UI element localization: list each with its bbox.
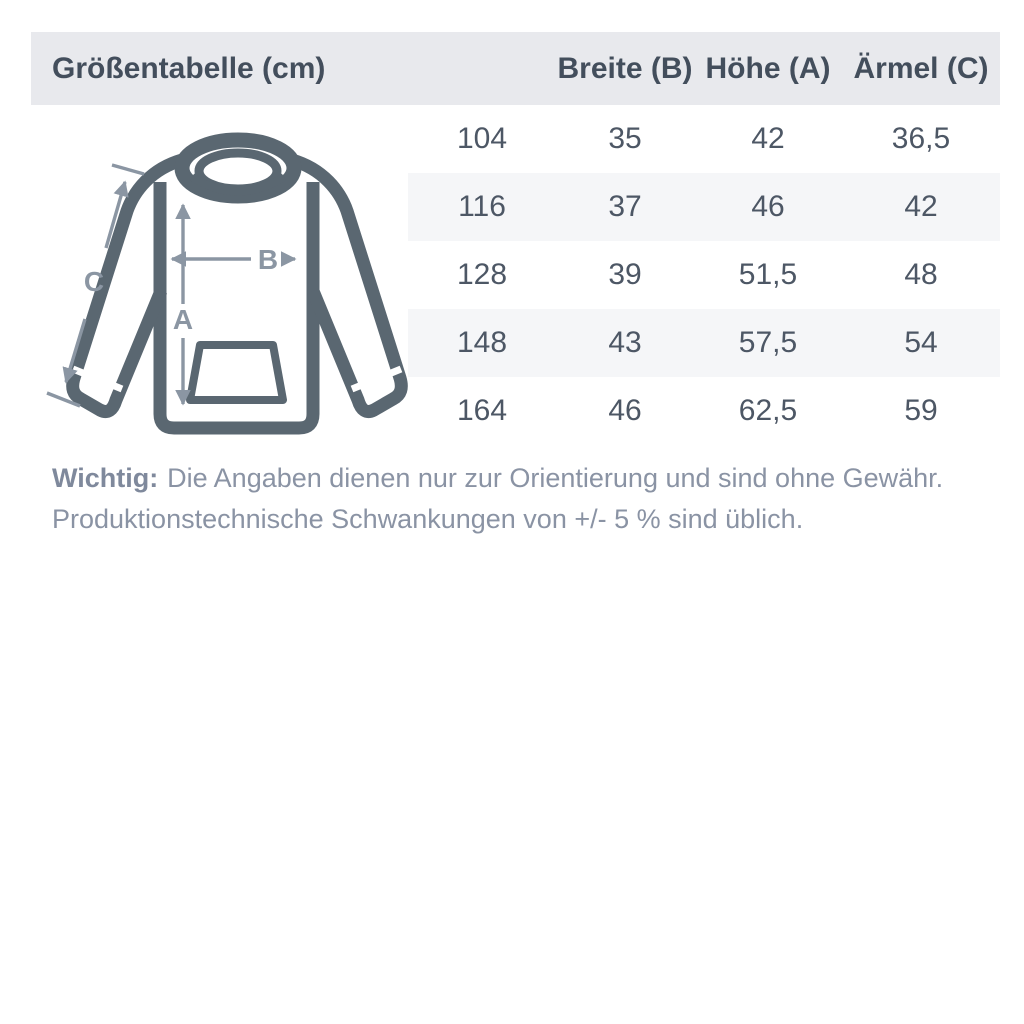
size-cell: 148 <box>456 326 508 359</box>
hoehe-cell: 46 <box>751 190 785 223</box>
table-row <box>408 105 1000 173</box>
breite-cell: 43 <box>608 326 642 359</box>
size-cell: 164 <box>456 394 508 427</box>
table-row <box>408 377 1000 445</box>
hoodie-outline-icon <box>73 140 402 428</box>
label-a: A <box>172 304 194 335</box>
table-row <box>408 173 1000 241</box>
hoehe-cell: 57,5 <box>738 326 798 359</box>
aermel-cell: 48 <box>904 258 938 291</box>
hoehe-cell: 42 <box>751 122 785 155</box>
column-header-aermel: Ärmel (C) <box>853 51 989 85</box>
hoehe-cell: 62,5 <box>738 394 798 427</box>
size-table-body <box>408 105 1000 445</box>
hoodie-measurement-diagram <box>30 108 420 453</box>
important-label: Wichtig: <box>52 463 159 493</box>
table-header <box>31 32 1000 105</box>
aermel-cell: 42 <box>904 190 938 223</box>
breite-cell: 37 <box>608 190 642 223</box>
disclaimer-note <box>52 458 972 540</box>
page-title: Größentabelle (cm) <box>52 51 326 85</box>
label-b: B <box>257 244 279 275</box>
table-row <box>408 309 1000 377</box>
breite-cell: 46 <box>608 394 642 427</box>
note-text-1: Die Angaben dienen nur zur Orientierung und sind ohne Gewähr. <box>167 463 944 493</box>
breite-cell: 39 <box>608 258 642 291</box>
size-cell: 128 <box>456 258 508 291</box>
column-header-breite: Breite (B) <box>557 51 693 85</box>
aermel-cell: 59 <box>904 394 938 427</box>
aermel-cell: 36,5 <box>891 122 951 155</box>
hoodie-diagram-svg <box>30 108 420 453</box>
label-c: C <box>83 266 105 297</box>
table-row <box>408 241 1000 309</box>
breite-cell: 35 <box>608 122 642 155</box>
note-line-1 <box>52 458 972 499</box>
aermel-cell: 54 <box>904 326 938 359</box>
column-header-hoehe: Höhe (A) <box>705 51 831 85</box>
hoehe-cell: 51,5 <box>738 258 798 291</box>
size-cell: 116 <box>458 190 506 223</box>
size-cell: 104 <box>456 122 508 155</box>
note-line-2: Produktionstechnische Schwankungen von +/- 5 % sind üblich. <box>52 504 804 534</box>
